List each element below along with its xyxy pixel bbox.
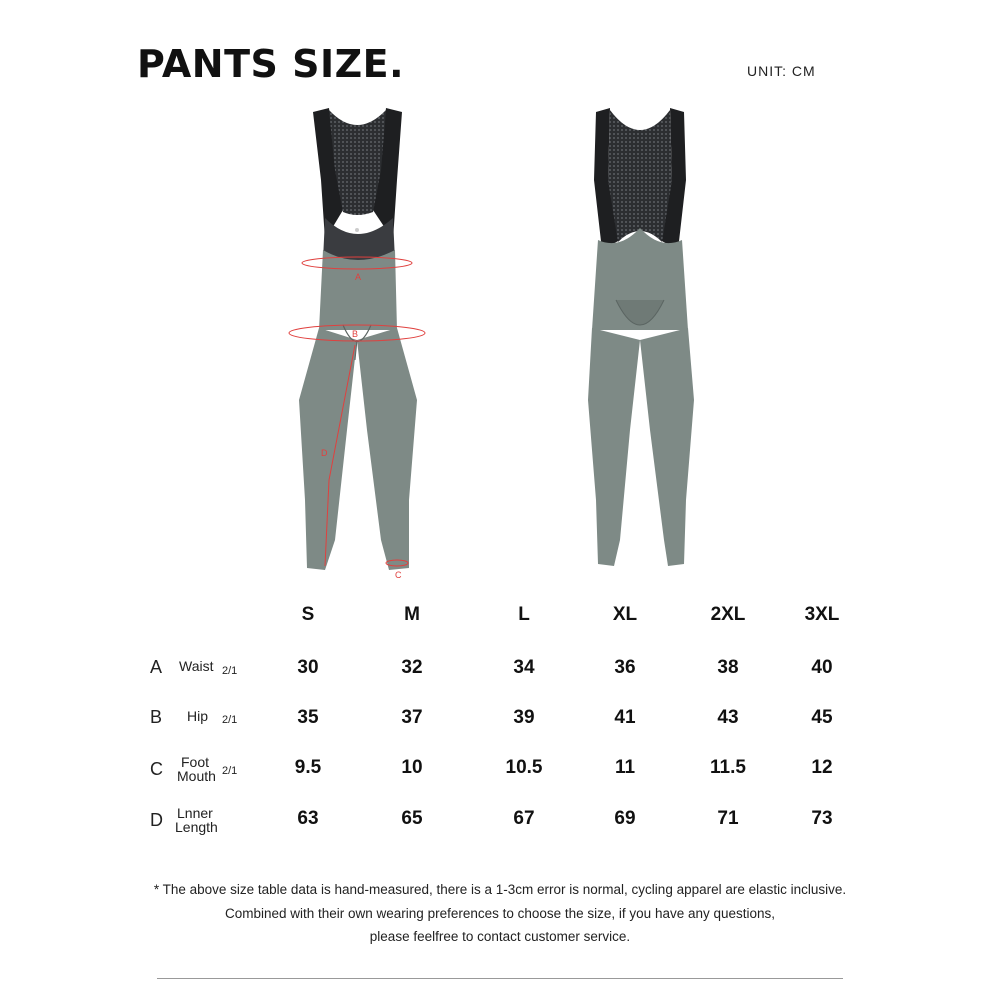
bottom-divider (157, 978, 843, 979)
size-header-m: M (404, 604, 420, 625)
table-cell: 67 (513, 808, 535, 829)
note-line-2: Combined with their own wearing preferences to choose the size, if you have any questions, (224, 905, 776, 921)
row-letter-d: D (150, 810, 163, 830)
table-cell: 38 (717, 657, 739, 678)
table-cell: 45 (811, 707, 833, 728)
table-cell: 11.5 (710, 757, 746, 778)
size-header-3xl: 3XL (804, 604, 840, 625)
table-cell: 36 (614, 657, 636, 678)
note-line-3: please feelfree to contact customer service. (369, 929, 631, 944)
table-cell: 39 (513, 707, 535, 728)
row-sub-hip: 2/1 (222, 714, 238, 726)
title-text: PANTS SIZE (137, 42, 390, 86)
table-cell: 34 (513, 657, 535, 678)
row-sub-foot-mouth: 2/1 (222, 765, 238, 777)
row-label-length: Length (175, 819, 218, 835)
size-header-s: S (301, 604, 315, 625)
table-cell: 32 (401, 657, 423, 678)
table-cell: 65 (401, 808, 423, 829)
row-letter-b: B (150, 707, 163, 727)
size-header-l: L (518, 604, 530, 625)
table-cell: 37 (401, 707, 423, 728)
row-letter-a: A (150, 657, 163, 677)
table-cell: 63 (297, 808, 319, 829)
table-cell: 40 (811, 657, 833, 678)
row-sub-waist: 2/1 (222, 665, 238, 677)
table-cell: 10.5 (505, 757, 543, 778)
size-header-xl: XL (612, 604, 638, 625)
row-label-mouth: Mouth (177, 768, 216, 784)
measure-label-a: A (355, 272, 362, 282)
note-line-1: * The above size table data is hand-measured, there is a 1-3cm error is normal, cycling apparel are elastic inclusive. (153, 882, 847, 897)
table-cell: 10 (401, 757, 423, 778)
table-cell: 9.5 (294, 757, 322, 778)
table-cell: 35 (297, 707, 319, 728)
front-pants-illustration (285, 100, 430, 585)
row-label-hip: Hip (187, 708, 209, 724)
measure-label-c: C (395, 570, 402, 580)
title-dot: . (389, 42, 405, 86)
measure-label-b: B (352, 329, 359, 339)
table-cell: 73 (811, 808, 833, 829)
table-cell: 30 (297, 657, 319, 678)
page-title (137, 42, 404, 86)
table-cell: 43 (717, 707, 739, 728)
size-header-2xl: 2XL (710, 604, 746, 625)
size-notes (0, 878, 1000, 949)
row-letter-c: C (150, 759, 163, 779)
table-cell: 41 (614, 707, 636, 728)
table-cell: 11 (614, 757, 636, 778)
back-pants-illustration (580, 100, 700, 570)
row-label-waist: Waist (179, 658, 214, 674)
row-label-lnner: Lnner (177, 805, 213, 821)
table-cell: 69 (614, 808, 636, 829)
row-label-foot: Foot (181, 754, 210, 770)
measure-label-d: D (321, 448, 328, 458)
table-cell: 12 (811, 757, 833, 778)
table-cell: 71 (717, 808, 739, 829)
unit-label: UNIT: CM (747, 63, 816, 79)
